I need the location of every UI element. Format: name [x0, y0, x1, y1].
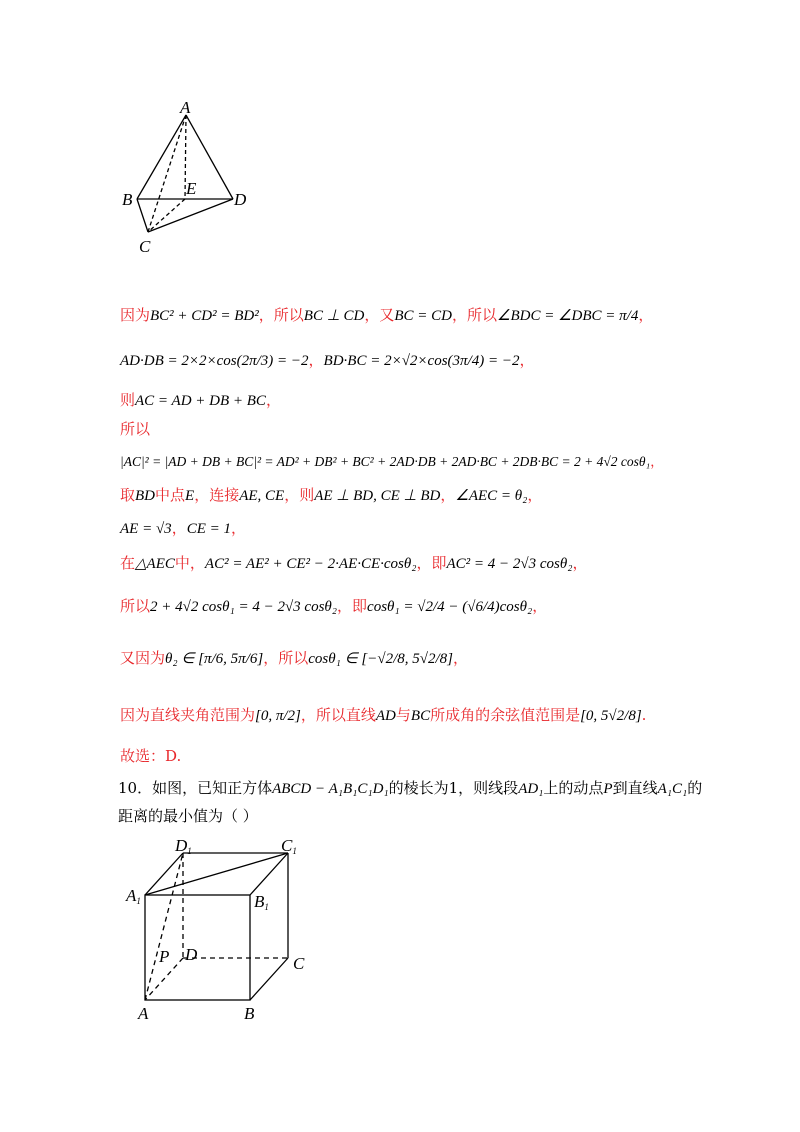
solution-line-11: 因为直线夹角范围为[0, π/2]，所以直线AD与BC所成角的余弦值范围是[0, 5√2/8]. — [120, 706, 647, 724]
label-D: D — [185, 945, 198, 964]
label-E: E — [186, 179, 197, 198]
question-10-line-1: 10．如图，已知正方体ABCD − A₁B₁C₁D₁的棱长为1，则线段AD₁上的动点P到直线A₁C₁的 — [118, 779, 703, 797]
label-A: A — [180, 98, 191, 117]
label-C: C — [293, 954, 305, 973]
solution-line-5: |AC|² = |AD + DB + BC|² = AD² + DB² + BC² + 2AD·DB + 2AD·BC + 2DB·BC = 2 + 4√2 cosθ₁， — [120, 454, 664, 470]
label-B: B — [122, 190, 133, 209]
tetrahedron-figure — [110, 95, 270, 265]
solution-line-7: AE = √3，CE = 1， — [120, 519, 247, 537]
solution-line-3: 则AC = AD + DB + BC， — [120, 391, 281, 409]
solution-line-8: 在△AEC中，AC² = AE² + CE² − 2·AE·CE·cosθ₂，即AC² = 4 − 2√3 cosθ₂， — [120, 554, 588, 572]
label-D1: D1 — [175, 836, 192, 856]
answer-line: 故选：D. — [120, 747, 182, 765]
cube-figure — [115, 835, 325, 1025]
solution-line-2: AD·DB = 2×2×cos(2π/3) = −2，BD·BC = 2×√2×cos(3π/4) = −2， — [120, 351, 535, 369]
label-A: A — [138, 1004, 149, 1023]
label-D: D — [234, 190, 247, 209]
label-B: B — [244, 1004, 255, 1023]
question-10-line-2: 距离的最小值为（ ） — [118, 807, 258, 825]
solution-line-10: 又因为θ₂ ∈ [π/6, 5π/6]，所以cosθ₁ ∈ [−√2/8, 5√2/8]， — [120, 649, 468, 667]
solution-line-6: 取BD中点E，连接AE, CE，则AE ⊥ BD, CE ⊥ BD，∠AEC = θ₂， — [120, 486, 543, 504]
label-P: P — [159, 947, 170, 966]
solution-line-4: 所以 — [120, 420, 151, 438]
solution-line-1: 因为BC² + CD² = BD²，所以BC ⊥ CD，又BC = CD，所以∠BDC = ∠DBC = π/4， — [120, 306, 654, 324]
label-C: C — [139, 237, 151, 256]
label-B1: B1 — [254, 892, 269, 912]
solution-line-9: 所以2 + 4√2 cosθ₁ = 4 − 2√3 cosθ₂，即cosθ₁ = √2/4 − (√6/4)cosθ₂， — [120, 597, 548, 615]
label-A1: A1 — [126, 886, 141, 906]
label-C1: C1 — [281, 836, 297, 856]
